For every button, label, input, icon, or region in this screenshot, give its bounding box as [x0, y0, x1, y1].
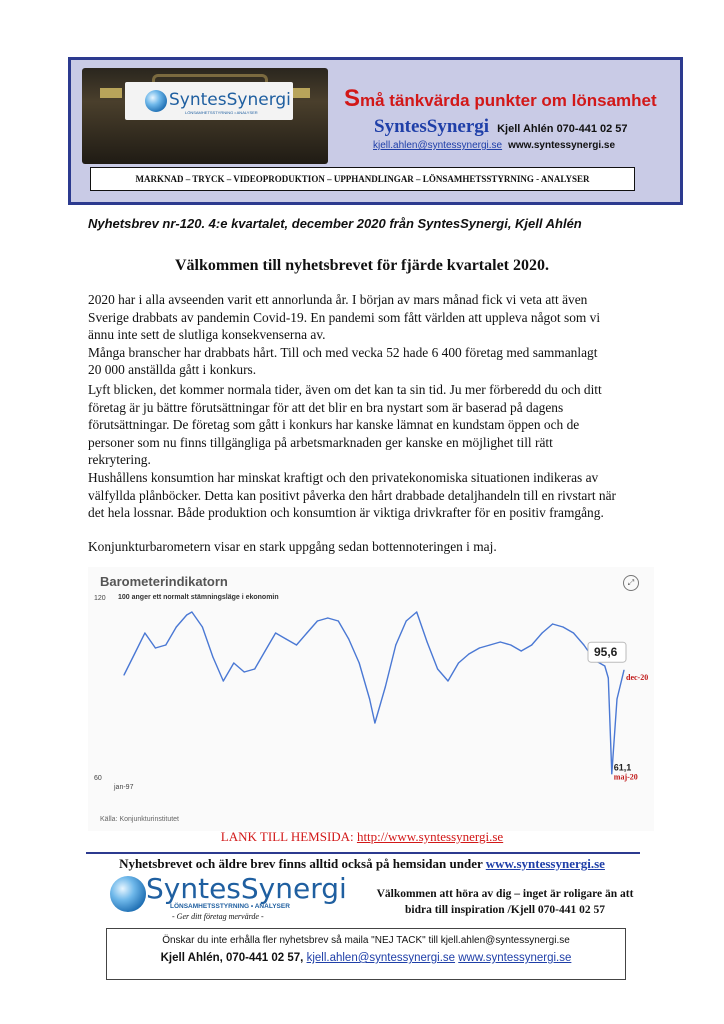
data-point [500, 641, 501, 642]
data-point [186, 614, 187, 615]
data-point [144, 632, 145, 633]
data-point [374, 722, 375, 723]
data-point [542, 632, 543, 633]
data-point [369, 698, 370, 699]
paragraph-2 [88, 381, 678, 469]
data-point [202, 626, 203, 627]
data-point [265, 650, 266, 651]
data-point [623, 670, 624, 671]
header-logo [125, 82, 293, 120]
footer-welcome [340, 886, 670, 918]
paragraph-line: välfyllda plånböcker. Detta kan positivt påverka den hårt drabbade detaljhandeln till en rivstart när [88, 487, 616, 503]
contact-line [373, 140, 615, 151]
optout-contact [106, 952, 626, 964]
brand-line [374, 116, 628, 138]
footer-logo-text: SyntesSynergi [146, 872, 347, 905]
data-point [212, 656, 213, 657]
data-point [233, 662, 234, 663]
footer-logo-tagline: LÖNSAMHETSSTYRNING • ANALYSER [170, 903, 290, 910]
data-point [275, 632, 276, 633]
chart-subtitle: 100 anger ett normalt stämningsläge i ekonomin [118, 594, 279, 601]
data-point [165, 644, 166, 645]
data-point [338, 620, 339, 621]
data-point [562, 626, 563, 627]
chart-title: Barometerindikatorn [100, 574, 228, 589]
footer-logo-slogan: - Ger ditt företag mervärde - [172, 912, 264, 921]
headline [344, 85, 657, 113]
link-line [0, 829, 724, 845]
header-email-link[interactable]: kjell.ahlen@syntessynergi.se [373, 140, 503, 151]
globe-icon [110, 876, 146, 912]
welcome-title: Välkommen till nyhetsbrevet för fjärde kvartalet 2020. [174, 257, 549, 274]
site-line [0, 856, 724, 872]
optout-text: Önskar du inte erhålla fler nyhetsbrev så maila "NEJ TACK" till kjell.ahlen@syntessynergi.se [162, 935, 570, 946]
footer-welcome-line: Välkommen att höra av dig – inget är roligare än att [376, 888, 634, 900]
data-point [437, 668, 438, 669]
data-point [531, 644, 532, 645]
header-website: www.syntessynergi.se [508, 140, 616, 151]
paragraph-line: Hushållens konsumtion har minskat kraftigt och den privatekonomiska situationen indikeras av [88, 470, 599, 485]
data-point [406, 620, 407, 621]
optout-name-phone: Kjell Ahlén, 070-441 02 57, [160, 952, 304, 964]
paragraph-line: 20 000 anställda gått i konkurs. [88, 362, 257, 377]
paragraph-line: företag är ju bättre förutsättningar för att det blir en bra nystart som är baserad på dagens [88, 399, 564, 415]
divider [86, 852, 640, 854]
data-point [573, 632, 574, 633]
data-point [552, 623, 553, 624]
data-point [616, 698, 617, 699]
data-point [479, 647, 480, 648]
value-callout-label: 95,6 [594, 645, 618, 660]
data-point [348, 638, 349, 639]
data-point [359, 662, 360, 663]
chart-source: Källa: Konjunkturinstitutet [100, 816, 179, 823]
chart-plot [88, 567, 654, 831]
data-point [611, 773, 612, 774]
data-point [489, 644, 490, 645]
footer-welcome-line: bidra till inspiration /Kjell 070-441 02 57 [405, 904, 605, 916]
paragraph-1 [88, 291, 678, 379]
data-point [458, 662, 459, 663]
data-point [134, 653, 135, 654]
data-point [395, 644, 396, 645]
paragraph-line: Sverige drabbats av pandemin Covid-19. En pandemi som fått världen att uppleva något som vi [88, 309, 601, 325]
date-annotation: maj-20 [613, 772, 638, 782]
data-point [306, 632, 307, 633]
paragraph-line: ännu inte sett de slutliga konsekvenserna av. [88, 327, 326, 342]
series-line [124, 612, 624, 774]
paragraph-line: förutsättningar. De företag som gått i konkurs har kanske lämnat en kundstam öppen och de [88, 417, 580, 432]
y-tick-label: 60 [94, 775, 102, 782]
data-point [521, 650, 522, 651]
paragraph-3 [88, 469, 678, 522]
data-point [510, 644, 511, 645]
data-point [447, 680, 448, 681]
brand-name: SyntesSynergi [374, 116, 490, 137]
issue-line: Nyhetsbrev nr-120. 4:e kvartalet, december 2020 från SyntesSynergi, Kjell Ahlén [88, 216, 582, 231]
paragraph-line: rekrytering. [88, 452, 151, 467]
date-annotation: dec-20 [626, 673, 649, 683]
data-point [468, 653, 469, 654]
data-point [296, 644, 297, 645]
min-value-label: 61,1 [613, 762, 632, 773]
data-point [327, 617, 328, 618]
services-bar: MARKNAD – TRYCK – VIDEOPRODUKTION – UPPHANDLINGAR – LÖNSAMHETSSTYRNING - ANALYSER [90, 167, 635, 191]
header-logo-text: SyntesSynergi [169, 90, 291, 110]
paragraph-line: Konjunkturbarometern visar en stark uppgång sedan bottennoteringen i maj. [88, 539, 497, 554]
link-label: LANK TILL HEMSIDA: [220, 829, 357, 844]
header-logo-tagline: LÖNSAMHETSSTYRNING • ANALYSER [185, 110, 258, 115]
homepage-link[interactable]: http://www.syntessynergi.se [356, 829, 504, 844]
data-point [285, 638, 286, 639]
paragraph-line: personer som nu finns tillgängliga på arbetsmarknaden ger kanske en möjlighet till rätt [88, 434, 553, 450]
headline-initial: S [344, 85, 361, 112]
globe-icon [145, 90, 167, 112]
site-line-text: Nyhetsbrevet och äldre brev finns alltid också på hemsidan under [119, 856, 486, 871]
paragraph-4 [88, 538, 678, 556]
data-point [385, 686, 386, 687]
data-point [191, 611, 192, 612]
footer-logo [110, 872, 347, 924]
data-point [608, 677, 609, 678]
data-point [427, 641, 428, 642]
data-point [223, 680, 224, 681]
x-tick-label: jan-97 [114, 784, 134, 791]
paragraph-line: 2020 har i alla avseenden varit ett annorlunda år. I början av mars månad fick vi veta att även [88, 292, 588, 307]
y-tick-label: 120 [94, 595, 106, 602]
optout-email-link[interactable]: kjell.ahlen@syntessynergi.se [306, 952, 456, 964]
data-point [123, 674, 124, 675]
paragraph-line: det hela lossnar. Både produktion och konsumtion är viktiga drivkrafter för en positiv framgång. [88, 505, 604, 520]
paragraph-line: Många branscher har drabbats hårt. Till och med vecka 52 hade 6 400 företag med sammanlagt [88, 344, 598, 360]
data-point [583, 644, 584, 645]
headline-text: må tänkvärda punkter om lönsamhet [360, 91, 657, 110]
data-point [604, 665, 605, 666]
paragraph-line: Lyft blicken, det kommer normala tider, även om det kan ta sin tid. Ju mer förberedd du och ditt [88, 382, 602, 397]
site-link[interactable]: www.syntessynergi.se [485, 856, 605, 871]
expand-icon[interactable]: ⤢ [623, 575, 639, 591]
data-point [416, 611, 417, 612]
data-point [244, 671, 245, 672]
data-point [176, 626, 177, 627]
data-point [155, 647, 156, 648]
brand-contact: Kjell Ahlén 070-441 02 57 [497, 123, 628, 135]
optout-website-link[interactable]: www.syntessynergi.se [458, 952, 572, 964]
data-point [254, 668, 255, 669]
data-point [317, 620, 318, 621]
